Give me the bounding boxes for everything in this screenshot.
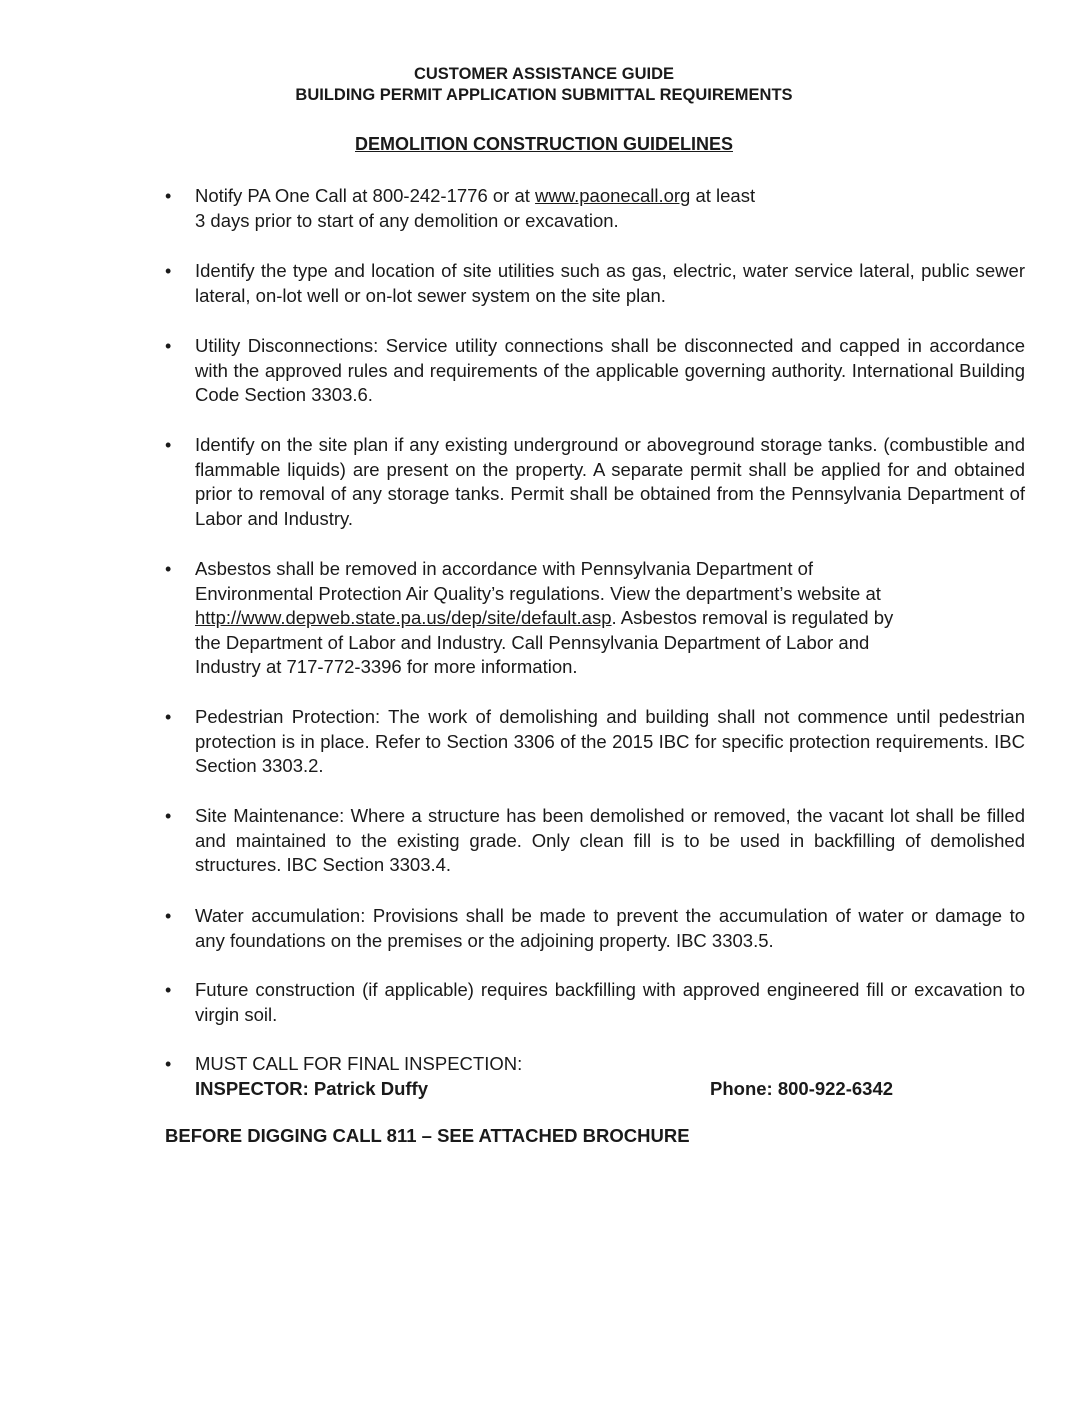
bullet-utility-disconnections — [165, 334, 1025, 408]
asbestos-line-4: the Department of Labor and Industry. Call Pennsylvania Department of Labor and — [195, 631, 870, 653]
bullet-icon: • — [165, 980, 172, 1000]
bullet-site-maintenance — [165, 804, 1025, 878]
bullet-text-line2: 3 days prior to start of any demolition or excavation. — [195, 209, 619, 231]
bullet-text: Identify on the site plan if any existing underground or aboveground storage tanks. (combustible and flammable liquids) are present on the property. A separate permit shall be applied for and obtained prior to removal of any storage tanks. Permit shall be obtained from the Pennsylvania Department of Labor and Industry. — [195, 434, 1025, 529]
inspector-name: INSPECTOR: Patrick Duffy — [195, 1077, 429, 1099]
final-inspection-line: MUST CALL FOR FINAL INSPECTION: — [195, 1053, 523, 1074]
bullet-one-call — [165, 184, 1025, 233]
bullet-text: Site Maintenance: Where a structure has been demolished or removed, the vacant lot shall be filled and maintained to the existing grade. Only clean fill is to be used in backfilling of demolished structures. IBC Section 3303.4. — [195, 805, 1025, 875]
bullet-text-post: at least — [690, 185, 756, 206]
bullet-text-pre: Notify PA One Call at 800-242-1776 or at — [195, 185, 536, 206]
bullet-water-accumulation — [165, 904, 1025, 953]
document-header — [0, 64, 1088, 106]
bullet-icon: • — [165, 186, 172, 206]
asbestos-line-5: Industry at 717-772-3396 for more information. — [195, 656, 578, 677]
bullet-text: Future construction (if applicable) requires backfilling with approved engineered fill or excavation to virgin soil. — [195, 979, 1025, 1025]
bullet-text: Identify the type and location of site utilities such as gas, electric, water service lateral, public sewer lateral, on-lot well or on-lot sewer system on the site plan. — [195, 260, 1025, 306]
bullet-final-inspection — [165, 1052, 1025, 1101]
asbestos-line-3-post: . Asbestos removal is regulated by — [611, 607, 894, 628]
bullet-icon: • — [165, 261, 172, 281]
depweb-link[interactable]: http://www.depweb.state.pa.us/dep/site/default.asp — [195, 607, 612, 628]
asbestos-line-1: Asbestos shall be removed in accordance with Pennsylvania Department of — [195, 558, 814, 579]
bullet-storage-tanks — [165, 433, 1025, 531]
bullet-icon: • — [165, 806, 172, 826]
bullet-icon: • — [165, 559, 172, 579]
bullet-icon: • — [165, 336, 172, 356]
bullet-icon: • — [165, 906, 172, 926]
bullet-icon: • — [165, 435, 172, 455]
bullet-text — [195, 184, 1025, 233]
bullet-text — [195, 557, 1025, 680]
footer-notice: BEFORE DIGGING CALL 811 – SEE ATTACHED BROCHURE — [165, 1125, 690, 1146]
bullet-text — [195, 1052, 1025, 1101]
bullet-text: Water accumulation: Provisions shall be made to prevent the accumulation of water or damage to any foundations on the premises or the adjoining property. IBC 3303.5. — [195, 905, 1025, 951]
inspector-phone: Phone: 800-922-6342 — [710, 1077, 894, 1099]
paonecall-link[interactable]: www.paonecall.org — [535, 185, 691, 206]
bullet-site-utilities — [165, 259, 1025, 308]
section-title: DEMOLITION CONSTRUCTION GUIDELINES — [355, 134, 733, 154]
bullet-text: Pedestrian Protection: The work of demolishing and building shall not commence until pedestrian protection is in place. Refer to Section 3306 of the 2015 IBC for specific protection requirements. IBC Section 3303.2. — [195, 706, 1025, 776]
bullet-text: Utility Disconnections: Service utility connections shall be disconnected and capped in accordance with the approved rules and requirements of the applicable governing authority. International Building Code Section 3303.6. — [195, 335, 1025, 405]
header-line-1: CUSTOMER ASSISTANCE GUIDE — [413, 65, 675, 83]
header-line-2: BUILDING PERMIT APPLICATION SUBMITTAL REQUIREMENTS — [295, 86, 793, 104]
bullet-pedestrian-protection — [165, 705, 1025, 779]
bullet-icon: • — [165, 1054, 172, 1074]
bullet-icon: • — [165, 707, 172, 727]
bullet-future-construction — [165, 978, 1025, 1027]
bullet-asbestos — [165, 557, 1025, 680]
asbestos-line-2: Environmental Protection Air Quality’s regulations. View the department’s website at — [195, 582, 881, 604]
